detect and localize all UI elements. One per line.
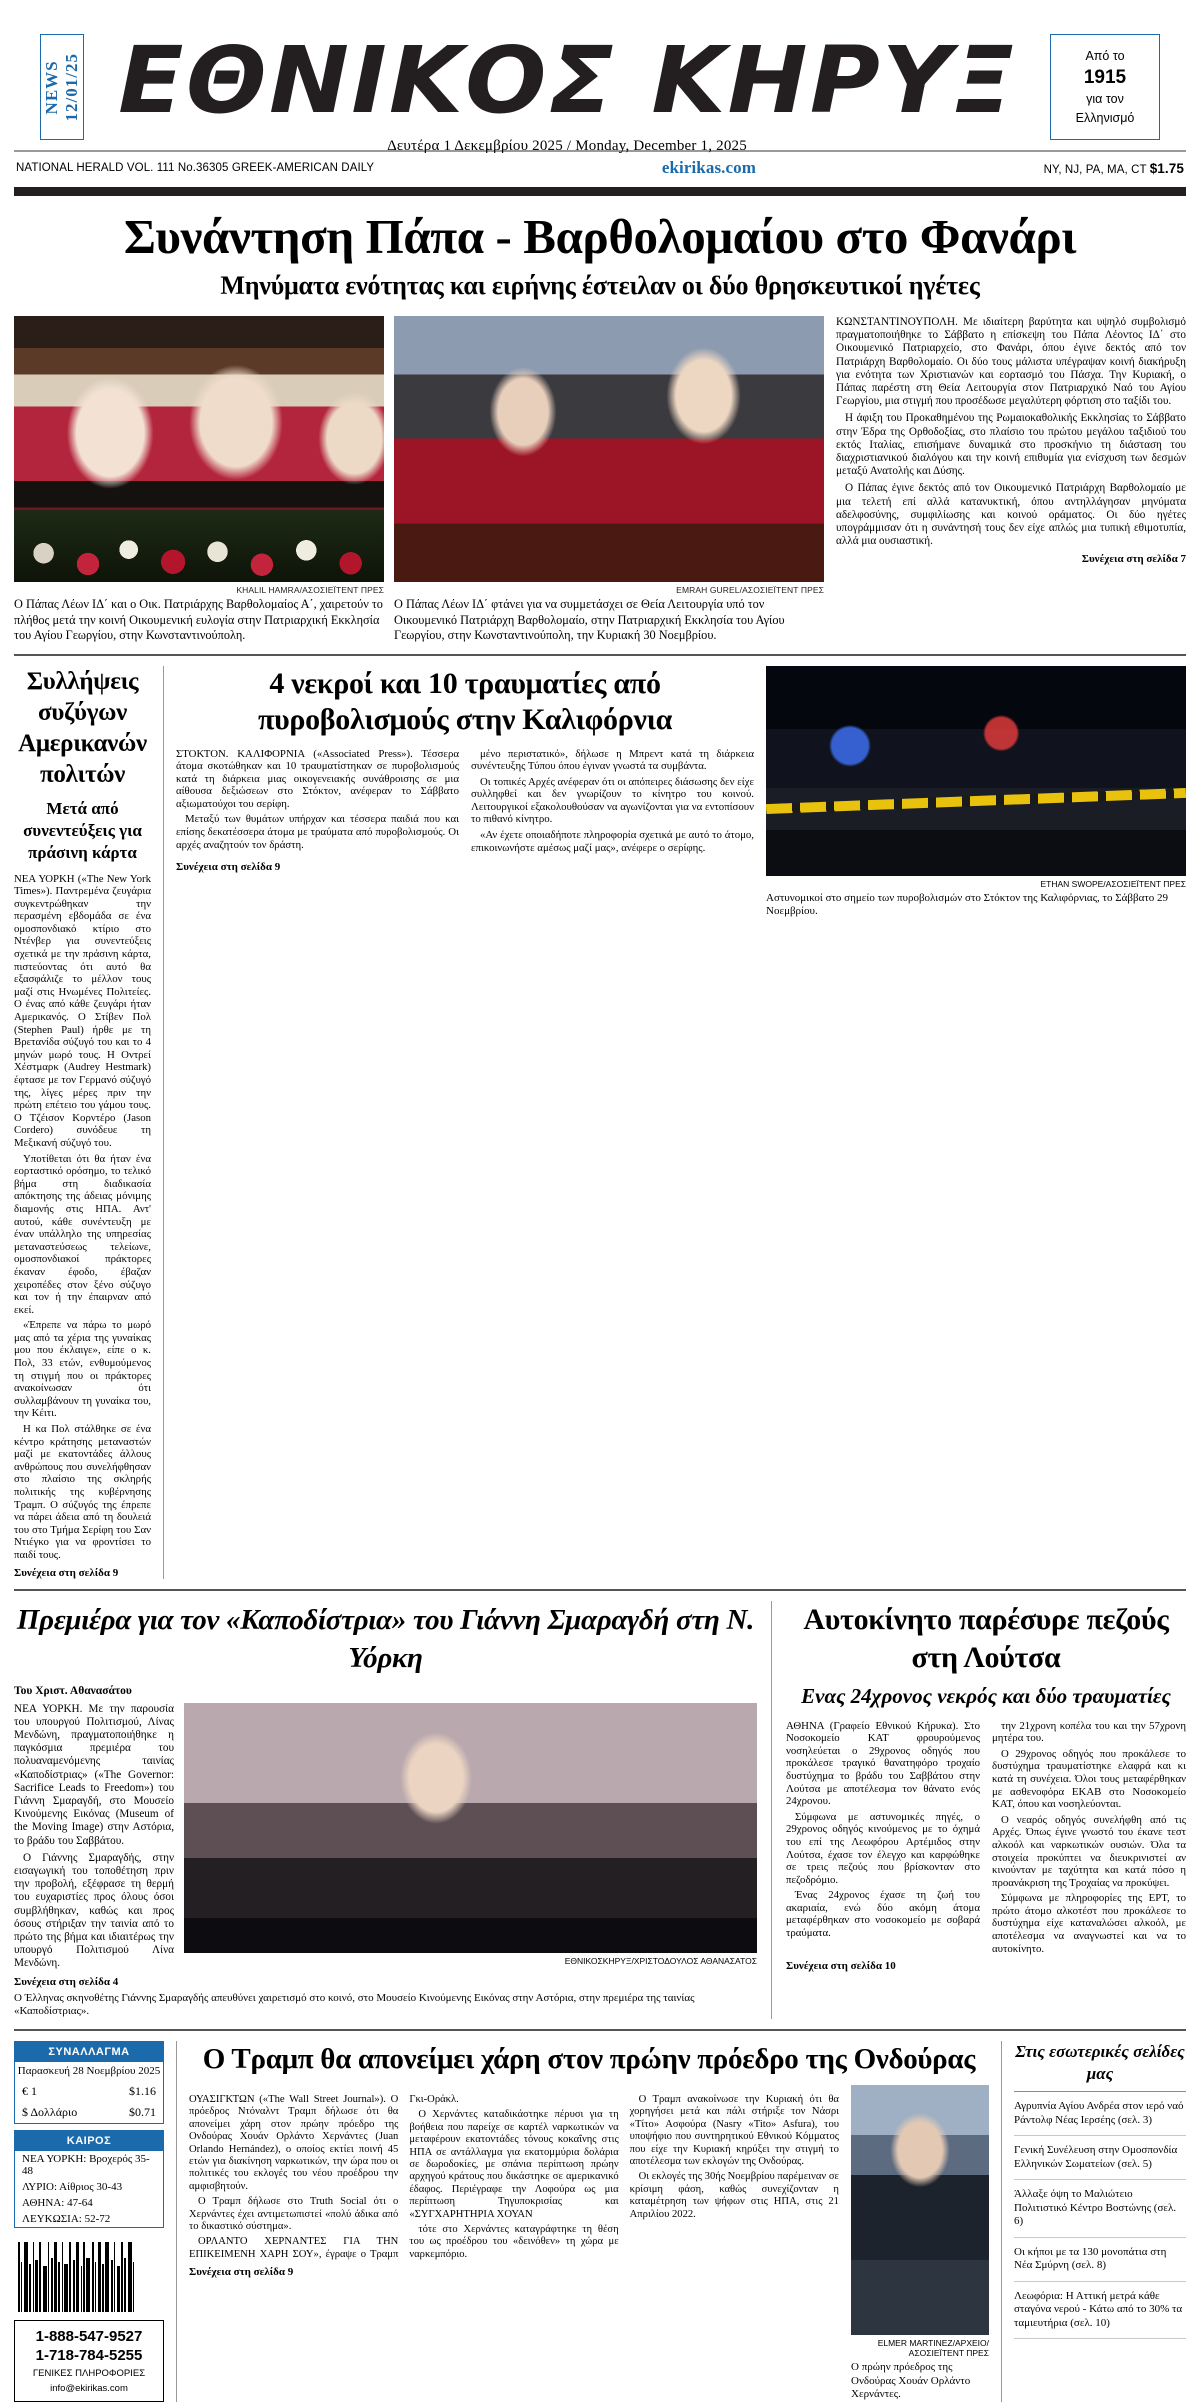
weather-line: ΛΥΡΙΟ: Αίθριος 30-43 bbox=[22, 2181, 123, 2194]
honduras-para: ΟΥΑΣΙΓΚΤΩΝ («The Wall Street Journal»). Ο πρόεδρος Ντόναλντ Τραμπ δήλωσε ότι θα απονείμει χάρη στον πρώην πρόεδρο της Ονδούρας Χουάν Ορλάντο Χερνάντες (Juan Orlando Hernández), ο οποίος εκτίει ποινή 45 ετών για διακίνηση ναρκωτικών, την ώρα που οι πολιτικές του εκλογές του νέου προέδρου την αμφισβητούν. bbox=[189, 2094, 399, 2192]
inside-pages-title: Στις εσωτερικές σελίδες μας bbox=[1014, 2041, 1186, 2092]
volume-info: NATIONAL HERALD VOL. 111 No.36305 GREEK-AMERICAN DAILY bbox=[16, 162, 375, 174]
news-date-badge bbox=[40, 34, 84, 140]
currency-title: ΣΥΝΑΛΛΑΓΜΑ bbox=[15, 2042, 163, 2062]
loutsa-para: την 21χρονη κοπέλα του και την 57χρονη μητέρα του. bbox=[992, 1719, 1186, 1745]
shooting-story bbox=[176, 666, 754, 1579]
kapodistrias-continued[interactable]: Συνέχεια στη σελίδα 4 bbox=[14, 1975, 119, 1988]
kapodistrias-photo bbox=[184, 1703, 757, 1989]
kapodistrias-para: ΝΕΑ ΥΟΡΚΗ. Με την παρουσία του υπουργού Πολιτισμού, Λίνας Μενδώνη, πραγματοποιήθηκε η παγκόσμια πρεμιέρα του πολυαναμενόμενης ταινίας «Καποδίστριας» («The Governor: Sacrifice Leads to Freedom») του Γιάννη Σμαραγδή, στο Μουσείο Κινούμενης Εικόνας (Museum of the Moving Image) στην Αστόρια, το βράδυ του Σαββάτου. bbox=[14, 1702, 174, 1847]
loutsa-subheadline: Ενας 24χρονος νεκρός και δύο τραυματίες bbox=[801, 1683, 1171, 1708]
price-info bbox=[1044, 161, 1184, 176]
lead-body bbox=[14, 316, 1186, 644]
honduras-continued[interactable]: Συνέχεια στη σελίδα 9 bbox=[189, 2266, 294, 2279]
currency-date: Παρασκευή 28 Νοεμβρίου 2025 bbox=[17, 2065, 161, 2078]
weather-line: ΝΕΑ ΥΟΡΚΗ: Βροχερός 35-48 bbox=[22, 2153, 150, 2178]
arrests-subheadline: Μετά από συνεντεύξεις για πράσινη κάρτα bbox=[23, 798, 142, 862]
inside-pages-item[interactable]: Γενική Συνέλευση στην Ομοσπονδία Ελληνικών Σωματείων (σελ. 5) bbox=[1014, 2136, 1186, 2180]
loutsa-continued[interactable]: Συνέχεια στη σελίδα 10 bbox=[786, 1960, 896, 1973]
since-line3: για τον bbox=[1086, 91, 1124, 106]
honduras-para: Ο Τραμπ ανακοίνωσε την Κυριακή ότι θα χορηγήσει μετά και πάλι στήριξε τον Νάσρι «Τίτο» Ασφούρα (Nasry «Tito» Asfura), του υποψήφιο που συντηρητικού Εθνικού Κόμματος που είχε την Κυριακή κηρύξει την στιγμή το αποτέλεσμα των εκλογών της Ονδούρας. bbox=[629, 2094, 839, 2168]
shooting-para: Οι τοπικές Αρχές ανέφεραν ότι οι απόπειρες διάσωσης δεν είχε συλληφθεί και δεν γνωρίζουν το κίνητρο του κοινού. Λειτουργικοί εξακολουθούσαν να αγωνίζονται για να εντοπίσουν το πιθανό κίνητρο. bbox=[471, 775, 754, 826]
news-badge-label: NEWS bbox=[42, 59, 61, 115]
barcode bbox=[14, 2238, 164, 2312]
shooting-photo-caption: Αστυνομικοί στο σημείο των πυροβολισμών στο Στόκτον της Καλιφόρνιας, το Σάββατο 29 Νοεμβρίου. bbox=[766, 891, 1169, 918]
price-regions: NY, NJ, PA, MA, CT bbox=[1043, 163, 1150, 176]
since-year: 1915 bbox=[1083, 66, 1127, 88]
currency-label: € 1 bbox=[22, 2084, 37, 2099]
honduras-body bbox=[189, 2094, 839, 2261]
kapodistrias-photo-image bbox=[184, 1703, 757, 1953]
kapodistrias-text bbox=[14, 1703, 174, 1989]
shooting-photo bbox=[766, 666, 1186, 1579]
honduras-photo-caption: Ο πρώην πρόεδρος της Ονδούρας Χουάν Ορλάντο Χερνάντες. bbox=[851, 2361, 971, 2401]
lead-photo-1-image bbox=[14, 316, 384, 582]
lead-photo-2 bbox=[394, 316, 824, 644]
kapodistrias-story bbox=[14, 1601, 772, 2019]
weather-line: ΛΕΥΚΩΣΙΑ: 52-72 bbox=[22, 2213, 111, 2226]
currency-value: $0.71 bbox=[129, 2105, 156, 2120]
currency-row bbox=[15, 2081, 163, 2102]
tier3-section bbox=[14, 1589, 1186, 2019]
shooting-body bbox=[176, 748, 754, 856]
loutsa-para: Σύμφωνα με πληροφορίες της ΕΡΤ, το πρώτο άτομο αλκοτέστ που προκάλεσε το δυστύχημα είχε καταναλώσει αλκοόλ, με αποτέλεσμα να αναγνωστεί και να το αυτοκίνητο. bbox=[992, 1892, 1186, 1955]
lead-para: Ο Πάπας έγινε δεκτός από τον Οικουμενικό Πατριάρχη Βαρθολομαίο με μια τελετή επί αλλά κατανυκτική, όπου αντηλλάγησαν μηνύματα αδελφοσύνης, συμφιλίωσης και κοινού οράματος. Οι δύο ηγέτες υπογράμμισαν ότι η συνάντησή τους δεν είχε απλώς μια τυπική εθιμοτυπία, αλλά μια ουσιαστική. bbox=[836, 482, 1186, 548]
lead-text-column bbox=[836, 316, 1186, 644]
honduras-headline[interactable]: Ο Τραμπ θα απονείμει χάρη στον πρώην πρόεδρο της Ονδούρας bbox=[202, 2043, 976, 2076]
loutsa-story bbox=[786, 1601, 1186, 2019]
loutsa-headline[interactable]: Αυτοκίνητο παρέσυρε πεζούς στη Λούτσα bbox=[803, 1602, 1169, 1674]
lead-photo-2-credit: EMRAH GUREL/ΑΣΟΣΙΕΪΤΕΝΤ ΠΡΕΣ bbox=[676, 585, 824, 595]
weather-line: ΑΘΗΝΑ: 47-64 bbox=[22, 2197, 93, 2210]
arrests-continued[interactable]: Συνέχεια στη σελίδα 9 bbox=[14, 1566, 119, 1579]
lead-photo-group bbox=[14, 316, 824, 644]
news-badge-date: 12/01/25 bbox=[62, 52, 81, 122]
lead-photo-1-caption: Ο Πάπας Λέων ΙΔ΄ και ο Οικ. Πατριάρχης Βαρθολομαίος Α΄, χαιρετούν το πλήθος μετά την κοινή Οικουμενική ευλογία στην Πατριαρχική Εκκλησία του Αγίου Γεωργίου, στην Κωνσταντινούπολη. bbox=[14, 597, 383, 642]
lead-subheadline: Μηνύματα ενότητας και ειρήνης έστειλαν οι δύο θρησκευτικοί ηγέτες bbox=[220, 271, 980, 300]
honduras-story bbox=[176, 2041, 1002, 2402]
weather-box bbox=[14, 2130, 164, 2228]
lead-photo-2-image bbox=[394, 316, 824, 582]
shooting-para: μένο περιστατικό», δήλωσε η Μπρεντ κατά τη διάρκεια συνέντευξης Τύπου όπου έγιναν γνωστά τα συμβάντα. bbox=[471, 747, 754, 773]
loutsa-para: Σύμφωνα με αστυνομικές πηγές, ο 29χρονος οδηγός κινούμενος με το όχημά του επί της Λεωφόρου Αρτέμιδος στην Λούτσα, έχασε τον έλεγχο και καρφώθηκε σε τρεις πεζούς που βρίσκονταν στο πεζοδρόμιο. bbox=[786, 1810, 980, 1886]
loutsa-para: Ο 29χρονος οδηγός που προκάλεσε το δυστύχημα τραυματίστηκε ελαφρά και κι κατά τη συνέχεια. Όλοι τους μεταφέρθηκαν με ασθενοφόρα ΕΚΑΒ στο Νοσοκομείο ΚΑΤ, όπου και νοσηλεύονται. bbox=[992, 1747, 1186, 1811]
price-value: $1.75 bbox=[1149, 160, 1184, 176]
lead-photo-1 bbox=[14, 316, 384, 644]
loutsa-para: ΑΘΗΝΑ (Γραφείο Εθνικού Κήρυκα). Στο Νοσοκομείο ΚΑΤ φρουρούμενος νοσηλεύεται ο 29χρονος οδηγός που προκάλεσε τραγικό θανατηφόρο τροχαίο δυστύχημα το βράδυ του Σαββάτου στην Λούτσα με αποτέλεσμα τον θάνατο ενός 24χρονου. bbox=[786, 1719, 980, 1808]
loutsa-body bbox=[786, 1720, 1186, 1956]
kapodistrias-photo-caption: Ο Έλληνας σκηνοθέτης Γιάννης Σμαραγδής απευθύνει χαιρετισμό στο κοινό, στο Μουσείο Κινούμενης Εικόνας στην Αστόρια, στην πρεμιέρα της ταινίας «Καποδίστριας». bbox=[14, 1991, 695, 2018]
honduras-photo-image bbox=[851, 2085, 989, 2335]
honduras-text-block bbox=[189, 2085, 839, 2402]
since-line1: Από το bbox=[1085, 48, 1125, 63]
inside-pages-item[interactable]: Άλλαξε όψη το Μαλιώτειο Πολιτιστικό Κέντρο Βοστώνης (σελ. 6) bbox=[1014, 2180, 1186, 2238]
lead-para: ΚΩΝΣΤΑΝΤΙΝΟΥΠΟΛΗ. Με ιδιαίτερη βαρύτητα και υψηλό συμβολισμό πραγματοποιήθηκε το Σάββατο η επίσκεψη του Πάπα Λέοντος ΙΔ΄ στο Οικουμενικό Πατριαρχείο, στο Φανάρι, όπου έγινε δεκτός από τον Πατριάρχη Βαρθολομαίο. Οι δύο τους μάλιστα υπέγραψαν κοινή διακήρυξη για ενότητα των Χριστιανών και εορτασμό του Πάσχα. Την Κυριακή, ο Πάπας παρέστη στη Θεία Λειτουργία στον Πατριαρχικό Ναό του Αγίου Γεωργίου, μια στιγμή που προσέδωσε μεγαλύτερη φόρτιση στο ταξίδι του. bbox=[836, 316, 1186, 408]
since-line4: Ελληνισμό bbox=[1075, 110, 1135, 125]
kapodistrias-headline[interactable]: Πρεμιέρα για τον «Καποδίστρια» του Γιάννη Σμαραγδή στη Ν. Υόρκη bbox=[16, 1603, 755, 1674]
arrests-para: Υποτίθεται ότι θα ήταν ένα εορταστικό ορόσημο, το τελικό βήμα στη διαδικασία απόκτησης της άδειας μόνιμης διαμονής στις ΗΠΑ. Αντ' αυτού, κάθε συνέντευξη με έναν υπάλληλο της υπηρεσίας μεταναστεύσεως τελείωνε, ομοσπονδιακοί πράκτορες έκαναν έφοδο, έβαζαν χειροπέδες στον ξένο σύζυγο και τον ή την έπαιρναν από εκεί. bbox=[14, 1152, 151, 1316]
lead-para: Η άφιξη του Προκαθημένου της Ρωμαιοκαθολικής Εκκλησίας το Σάββατο στην Έδρα της Ορθοδοξίας, στο πλαίσιο του πρώτου μεγάλου ταξιδιού του εκτός Ιταλίας, επισήμανε δυναμικά στο προσκήνιο τη διάσταση του διαχριστιανικού διαλόγου και την κοινή επιθυμία για ενίσχυση των δεσμών μεταξύ Ανατολής και Δύσης. bbox=[836, 412, 1186, 478]
lead-headline[interactable]: Συνάντηση Πάπα - Βαρθολομαίου στο Φανάρι bbox=[123, 209, 1077, 264]
honduras-layout bbox=[189, 2085, 989, 2402]
honduras-photo bbox=[851, 2085, 989, 2402]
shooting-photo-image bbox=[766, 666, 1186, 876]
shooting-para: «Αν έχετε οποιαδήποτε πληροφορία σχετικά με αυτό το άτομο, επικοινωνήστε αμέσως μαζί μας», ανέφερε ο σερίφης. bbox=[471, 829, 754, 854]
honduras-para: Ο Τραμπ δήλωσε στο Truth Social ότι ο Χερνάντες έχει αντιμετωπιστεί «πολύ άδικα από το δικαστικό σύστημα». bbox=[189, 2196, 399, 2233]
arrests-para: Η κα Πολ στάλθηκε σε ένα κέντρο κράτησης μεταναστών μαζί με εκατοντάδες άλλους ανθρώπους που συνελήφθησαν στο πλαίσιο της σκληρής πολιτικής της κυβέρνησης Τραμπ. Ο σύζυγός της έπρεπε να πάρει άδεια από τη δουλειά του στο Τμήμα Σερίφη του Σαν Ντιέγκο για να φροντίσει το παιδί τους. bbox=[14, 1423, 151, 1561]
tier2-section bbox=[14, 654, 1186, 1579]
bottom-section bbox=[14, 2029, 1186, 2402]
honduras-para: ΟΡΛΑΝΤΟ ΧΕΡΝΑΝΤΕΣ ΓΙΑ ΤΗΝ ΕΠΙΚΕΙΜΕΝΗ ΧΑΡΗ ΣΟΥ», έγραψε ο Τραμπ Γκι-Οράκλ. bbox=[189, 2094, 459, 2260]
lead-photo-1-credit: KHALIL HAMRA/ΑΣΟΣΙΕΪΤΕΝΤ ΠΡΕΣ bbox=[236, 585, 384, 595]
phone-local[interactable]: 1-718-784-5255 bbox=[35, 2347, 143, 2365]
honduras-para: τότε στο Χερνάντες καταγράφτηκε τη θέση του ως προέδρου του «δεινόθεν» τη χώρα με ναρκεμπόριο. bbox=[409, 2224, 619, 2260]
contact-label: ΓΕΝΙΚΕΣ ΠΛΗΡΟΦΟΡΙΕΣ bbox=[32, 2368, 146, 2380]
arrests-story bbox=[14, 666, 164, 1579]
arrests-para: «Έπρεπε να πάρω το μωρό μας από τα χέρια της γυναίκας μου που έκλαιγε», είπε ο κ. Πολ, 33 ετών, ενθυμούμενος τη στιγμή που οι πράκτορες ανακοίνωσαν ότι συλλαμβάνουν τη γυναίκα του, την Κέιτι. bbox=[14, 1319, 151, 1420]
arrests-headline[interactable]: Συλλήψεις συζύγων Αμερικανών πολιτών bbox=[18, 667, 147, 788]
website-link[interactable]: ekirikas.com bbox=[661, 158, 757, 177]
kapodistrias-para: Ο Γιάννης Σμαραγδής, στην εισαγωγική του τοποθέτηση πριν την προβολή, εξέφρασε τη θερμή του ευχαριστίες προς όλους όσοι συμβλήθηκαν, καθώς και προς όσους στήριξαν την ταινία από το πρώτο της βήμα και ιδιαιτέρως την υπουργό Πολιτισμού Λίνα Μενδώνη. bbox=[14, 1851, 174, 1970]
contact-box bbox=[14, 2320, 164, 2402]
masthead-center bbox=[84, 27, 1050, 154]
currency-label: $ Δολλάριο bbox=[22, 2105, 78, 2120]
kapodistrias-photo-credit: ΕΘΝΙΚΟΣΚΗΡΥΞ/ΧΡΙΣΤΟΔΟΥΛΟΣ ΑΘΑΝΑΣΑΤΟΣ bbox=[564, 1955, 757, 1966]
kapodistrias-body bbox=[14, 1703, 757, 1989]
shooting-continued[interactable]: Συνέχεια στη σελίδα 9 bbox=[176, 860, 281, 873]
shooting-para: ΣΤΟΚΤΟΝ. ΚΑΛΙΦΟΡΝΙΑ («Associated Press»). Τέσσερα άτομα σκοτώθηκαν και 10 τραυματίστηκαν σε πυροβολισμούς κατά τη διάρκεια μιας οικογενειακής συνάθροισης σε μια αίθουσα δεξιώσεων στο Στόκτον, ανέφεραν το Σάββατο αξιωματούχοι του σερίφη. bbox=[176, 747, 459, 810]
shooting-headline[interactable]: 4 νεκροί και 10 τραυματίες από πυροβολισμούς στην Καλιφόρνια bbox=[257, 666, 673, 736]
lead-continued[interactable]: Συνέχεια στη σελίδα 7 bbox=[1081, 553, 1186, 566]
lead-photo-2-caption: Ο Πάπας Λέων ΙΔ΄ φτάνει για να συμμετάσχει σε Θεία Λειτουργία υπό τον Οικουμενικό Πατριάρχη Βαρθολομαίο, στην Πατριαρχική Εκκλησία του Αγίου Γεωργίου, στην Κωνσταντινούπολη, την Κυριακή 30 Νοεμβρίου. bbox=[394, 597, 785, 642]
honduras-para: Ο Χερνάντες καταδικάστηκε πέρυσι για τη βοήθεια που παρείχε σε καρτέλ ναρκωτικών να μεταφέρουν εκατοντάδες τόνους κοκαΐνης στις ΗΠΑ σε αντάλλαγμα για εκατομμύρια δολάρια σε δωροδοκίες, με σπάνια περίπτωση πρώην αρχηγού κράτους που δικάστηκε σε αμερικανικό έδαφος. Περιέγραφε την Λοφούρα ως μια περίπτωση Τηγυποκρισίας και «ΣΥΓΧΑΡΗΤΗΡΙΑ ΧΟΥΑΝ bbox=[409, 2109, 619, 2220]
loutsa-para: Ο νεαρός οδηγός συνελήφθη από τις Αρχές. Όπως έγινε γνωστό του έκανε τεστ αλκοόλ και ναρκωτικών ουσιών. Όλα τα στοιχεία προκύπτει να διευκρινιστεί αν κινούνταν με ταχύτητα και κατά πόσο η προανάκριση της Τροχαίας να προκύψει. bbox=[992, 1813, 1186, 1889]
arrests-body bbox=[14, 873, 151, 1562]
currency-value: $1.16 bbox=[129, 2084, 156, 2099]
phone-toll-free[interactable]: 1-888-547-9527 bbox=[35, 2328, 143, 2346]
honduras-para: Οι εκλογές της 30ής Νοεμβρίου παρέμειναν σε κρίσιμη φάση, καθώς συνεχίζονταν η καταμέτρηση των ψήφων στις ΗΠΑ, στις 21 Απριλίου 2022. bbox=[629, 2171, 839, 2220]
shooting-para: Μεταξύ των θυμάτων υπήρχαν και τέσσερα παιδιά που και επίσης δεκατέσσερα άτομα με τραύματα από πυροβολισμούς. Οι αρχές αναζητούν τον δράστη. bbox=[176, 813, 459, 851]
honduras-photo-credit: ELMER MARTINEZ/ΑΡΧΕΙΟ/ΑΣΟΣΙΕΪΤΕΝΤ ΠΡΕΣ bbox=[877, 2338, 989, 2359]
newspaper-title: ΕΘΝΙΚΟΣ ΚΗΡΥΞ bbox=[118, 27, 1016, 134]
kapodistrias-byline: Του Χριστ. Αθανασάτου bbox=[14, 1684, 132, 1697]
lead-story bbox=[14, 196, 1186, 644]
issue-date: Δευτέρα 1 Δεκεμβρίου 2025 / Monday, December 1, 2025 bbox=[387, 138, 747, 154]
weather-title: ΚΑΙΡΟΣ bbox=[15, 2131, 163, 2151]
masthead bbox=[14, 0, 1186, 154]
info-bar bbox=[14, 152, 1186, 185]
inside-pages-item[interactable]: Αγρυπνία Αγίου Ανδρέα στον ιερό ναό Ράντολφ Νέας Ιερσέης (σελ. 3) bbox=[1014, 2092, 1186, 2136]
inside-pages-item[interactable]: Λεωφόρια: Η Αττική μετρά κάθε σταγόνα νερού - Κάτω από το 30% τα ταμιευτήρια (σελ. 10) bbox=[1014, 2282, 1186, 2340]
currency-box bbox=[14, 2041, 164, 2124]
inside-pages-item[interactable]: Οι κήποι με τα 130 μονοπάτια στη Νέα Σμύρνη (σελ. 8) bbox=[1014, 2238, 1186, 2282]
shooting-photo-credit: ETHAN SWOPE/ΑΣΟΣΙΕΪΤΕΝΤ ΠΡΕΣ bbox=[1040, 878, 1186, 889]
loutsa-para: Ένας 24χρονος έχασε τη ζωή του ακαριαία, ενώ δύο ακόμη άτομα μεταφέρθηκαν στο νοσοκομείο με σοβαρά τραύματα. bbox=[786, 1889, 980, 1940]
info-widgets bbox=[14, 2041, 164, 2402]
contact-email[interactable]: info@ekirikas.com bbox=[50, 2383, 128, 2395]
arrests-para: ΝΕΑ ΥΟΡΚΗ («The New York Times»). Παντρεμένα ζευγάρια συγκεντρώθηκαν την περασμένη εβδομάδα σε ένα ομοσπονδιακό κτίριο στο Ντένβερ για συνεντεύξεις σχετικά με την πράσινη κάρτα, πιστεύοντας ότι αυτό θα εξασφάλιζε το μέλλον τους μαζί στις Ηνωμένες Πολιτείες. Ο ένας από κάθε ζευγάρι ήταν Αμερικανός. Ο Στίβεν Πολ (Stephen Paul) ήρθε με τη Βρετανίδα σύζυγό του και το 4 μηνών μωρό τους. Η Οντρεί Χέστμαρκ (Audrey Hestmark) έφτασε με τον Γερμανό σύζυγό της, λίγες μέρες πριν την πρώτη επέτειο του γάμου τους. Ο Τζέισον Κορντέρο (Jason Cordero) συνόδευε τη Μεξικανή σύζυγό του. bbox=[14, 872, 151, 1149]
inside-pages-box bbox=[1014, 2041, 1186, 2402]
since-badge bbox=[1050, 34, 1160, 140]
currency-row bbox=[15, 2102, 163, 2123]
lead-top-rule bbox=[14, 187, 1186, 196]
